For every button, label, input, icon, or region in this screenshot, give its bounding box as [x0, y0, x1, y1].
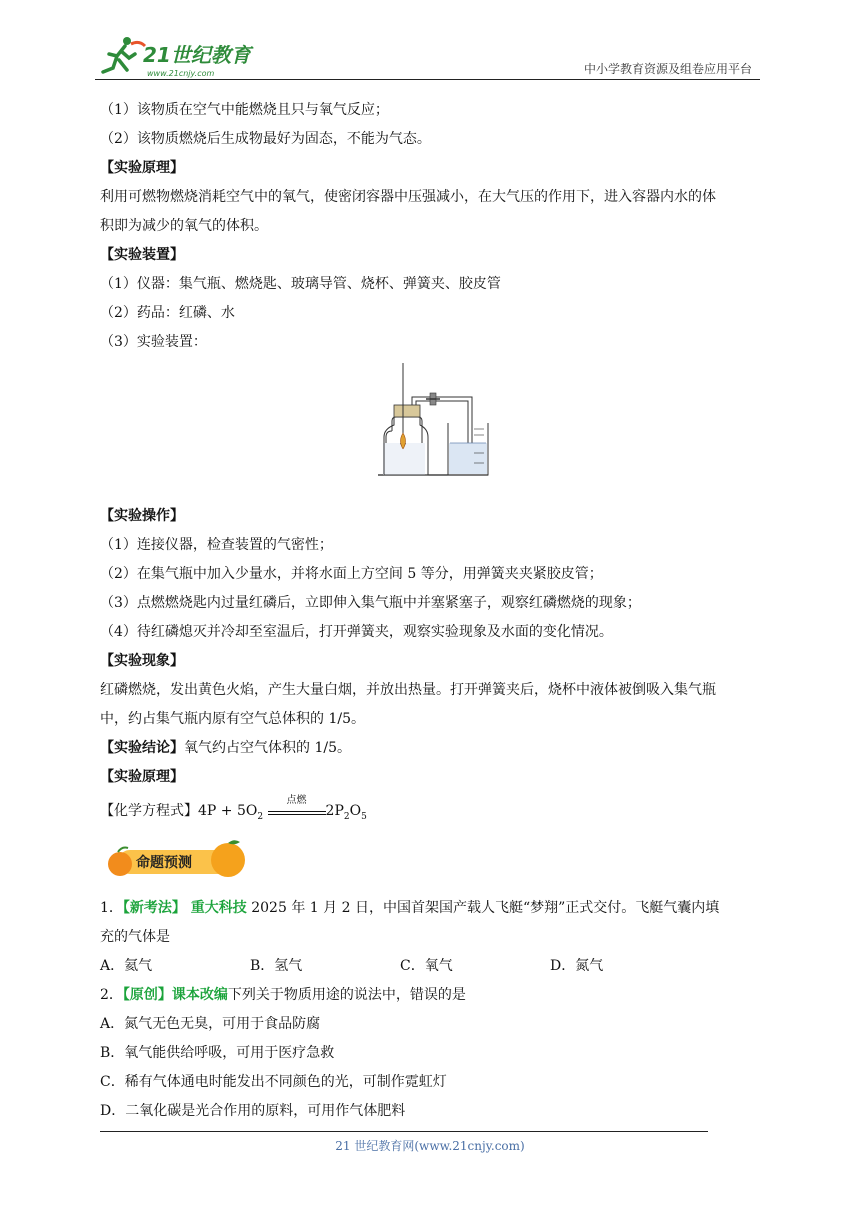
device-line-1: （1）仪器：集气瓶、燃烧匙、玻璃导管、烧杯、弹簧夹、胶皮管 — [100, 276, 501, 292]
device-line-2: （2）药品：红磷、水 — [100, 305, 235, 321]
page-header — [95, 26, 760, 80]
condition-1: （1）该物质在空气中能燃烧且只与氧气反应； — [100, 102, 389, 118]
q2-tag-textbook: 课本改编 — [171, 987, 228, 1003]
operation-line-2: （2）在集气瓶中加入少量水，并将水面上方空间 5 等分，用弹簧夹夹紧胶皮管； — [100, 566, 603, 582]
runner-icon — [103, 37, 145, 72]
q1-text-2: 充的气体是 — [100, 929, 170, 945]
q1-number: 1． — [100, 900, 123, 916]
q1-tag-tech: 重大科技 — [185, 900, 247, 916]
equation-bar-top — [268, 811, 326, 812]
apparatus-illustration — [374, 363, 494, 493]
q1-option-c[interactable]: C．氧气 — [400, 958, 453, 974]
q1-text: 2025 年 1 月 2 日，中国首架国产载人飞艇“梦翔”正式交付。飞艇气囊内填 — [246, 900, 720, 916]
heading-phenomenon: 【实验现象】 — [100, 653, 184, 669]
operation-line-1: （1）连接仪器，检查装置的气密性； — [100, 537, 333, 553]
footer-rule — [100, 1131, 708, 1132]
device-line-3: （3）实验装置： — [100, 334, 207, 350]
operation-line-3: （3）点燃燃烧匙内过量红磷后，立即伸入集气瓶中并塞紧塞子，观察红磷燃烧的现象； — [100, 595, 641, 611]
phenomenon-line-1: 红磷燃烧，发出黄色火焰，产生大量白烟，并放出热量。打开弹簧夹后，烧杯中液体被倒吸入集气瓶 — [100, 682, 716, 698]
question-2 — [100, 981, 762, 1010]
equation-label: 【化学方程式】 — [100, 803, 198, 819]
q2-option-a[interactable]: A．氮气无色无臭，可用于食品防腐 — [100, 1016, 321, 1032]
heading-principle-2: 【实验原理】 — [100, 769, 184, 785]
equation-product-subscript-2: 5 — [361, 811, 367, 822]
q2-tag-original: 【原创】 — [122, 987, 172, 1003]
banner-label: 命题预测 — [136, 855, 192, 871]
logo-text: 21世纪教育 — [143, 43, 251, 67]
equation-product: 2P — [325, 803, 344, 819]
q1-options — [100, 952, 762, 981]
document-body — [100, 96, 762, 1126]
equation-reactants: 4P + 5O — [198, 803, 258, 819]
equation-line — [100, 792, 762, 830]
platform-name: 中小学教育资源及组卷应用平台 — [583, 62, 752, 76]
condition-2: （2）该物质燃烧后生成物最好为固态，不能为气态。 — [100, 131, 431, 147]
q1-option-a[interactable]: A．氦气 — [100, 958, 153, 974]
footer-link[interactable]: 21 世纪教育网(www.21cnjy.com) — [335, 1139, 525, 1153]
q2-text: 下列关于物质用途的说法中，错误的是 — [227, 987, 466, 1003]
conclusion-line — [100, 734, 762, 763]
phenomenon-line-2: 中，约占集气瓶内原有空气总体积的 1/5。 — [100, 711, 365, 727]
q1-option-d[interactable]: D．氮气 — [550, 958, 604, 974]
equation-reactant-subscript: 2 — [257, 811, 264, 822]
heading-operation: 【实验操作】 — [100, 508, 184, 524]
q2-option-c[interactable]: C．稀有气体通电时能发出不同颜色的光，可制作霓虹灯 — [100, 1074, 447, 1090]
apparatus-diagram — [100, 357, 762, 502]
q2-option-b[interactable]: B．氧气能供给呼吸，可用于医疗急救 — [100, 1045, 335, 1061]
equation-arrow — [268, 795, 326, 821]
conclusion-text: 氧气约占空气体积的 1/5。 — [184, 740, 351, 756]
question-1 — [100, 894, 762, 923]
equation-condition: 点燃 — [286, 795, 307, 806]
prediction-banner — [100, 836, 762, 888]
heading-device: 【实验装置】 — [100, 247, 184, 263]
q2-number: 2． — [100, 987, 123, 1003]
site-logo — [95, 32, 265, 80]
q2-option-d[interactable]: D．二氧化碳是光合作用的原料，可用作气体肥料 — [100, 1103, 406, 1119]
equation-bar-bottom — [268, 814, 326, 815]
q1-option-b[interactable]: B．氢气 — [250, 958, 303, 974]
principle-line-2: 积即为减少的氧气的体积。 — [100, 218, 268, 234]
principle-line-1: 利用可燃物燃烧消耗空气中的氧气，使密闭容器中压强减小，在大气压的作用下，进入容器内水的体 — [100, 189, 716, 205]
operation-line-4: （4）待红磷熄灭并冷却至室温后，打开弹簧夹，观察实验现象及水面的变化情况。 — [100, 624, 613, 640]
orange-banner-icon — [104, 836, 254, 884]
equation-product-o: O — [349, 803, 362, 819]
heading-principle: 【实验原理】 — [100, 160, 184, 176]
logo-url: www.21cnjy.com — [147, 69, 215, 78]
header-rule — [95, 79, 760, 80]
equation-product-subscript-1: 2 — [343, 811, 350, 822]
q1-tag-new-method: 【新考法】 — [122, 900, 186, 916]
heading-conclusion: 【实验结论】 — [100, 740, 184, 756]
